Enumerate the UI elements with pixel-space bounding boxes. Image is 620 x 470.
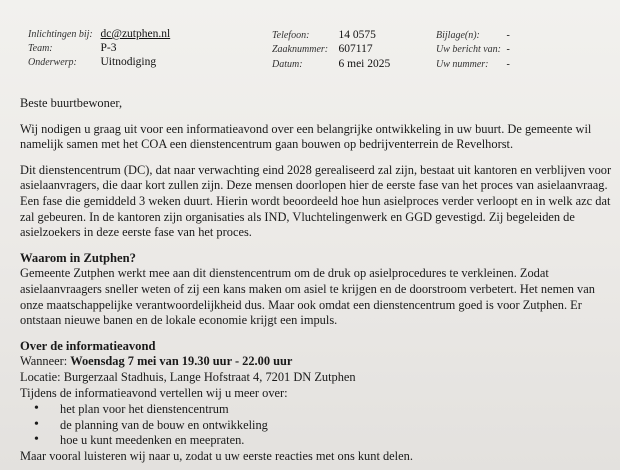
header-value: Uitnodiging [100, 56, 157, 68]
list-intro: Tijdens de informatieavond vertellen wij u meer over: [20, 385, 288, 400]
header-value: - [506, 59, 510, 70]
where-value: Burgerzaal Stadhuis, Lange Hofstraat 4, 7201 DN Zutphen [63, 369, 356, 384]
header-value: 14 0575 [338, 29, 376, 41]
header-row-inlichtingen [28, 27, 170, 42]
header-label: Telefoon: [272, 30, 310, 41]
header-label: Onderwerp: [28, 57, 77, 68]
intro-paragraph: Wij nodigen u graag uit voor een informatieavond over een belangrijke ontwikkeling in uw buurt. De gemeente wil namelijk samen met het COA een dienstencentrum gaan bouwen op bedrijventerrein de Revelhorst. [20, 121, 592, 152]
header-value: - [506, 44, 510, 55]
section-heading-event: Over de informatieavond [20, 338, 156, 353]
section-why [20, 251, 614, 329]
when-label: Wanneer: [20, 354, 68, 369]
header-label: Inlichtingen bij: [28, 29, 93, 40]
salutation: Beste buurtbewoner, [20, 96, 123, 110]
header-label: Zaaknummer: [272, 44, 329, 55]
dienstencentrum-paragraph: Dit dienstencentrum (DC), dat naar verwachting eind 2028 gerealiseerd zal zijn, bestaat uit kantoren en verblijven voor asielaanvragers, die daar kort zullen zijn. Deze mensen doorlopen hier de eerste fase van het proces van asielaanvraag. Een fase die gemiddeld 3 weken duurt. Hierin wordt beoordeeld hoe hun asielproces verder verloopt en in welk azc dat zal gebeuren. In de kantoren zijn organisaties als IND, Vluchtelingenwerk en GGD gevestigd. Zij begeleiden de asielzoekers in deze eerste fase van het proces. [20, 162, 612, 240]
header-row-telefoon [272, 28, 376, 43]
header-value: 607117 [338, 43, 373, 55]
header-label: Uw bericht van: [436, 44, 501, 55]
header-label: Team: [28, 43, 53, 54]
list-item: • de planning van de bouw en ontwikkeling [20, 418, 614, 434]
event-when [20, 354, 614, 370]
where-label: Locatie: [20, 369, 61, 384]
section-event [20, 339, 614, 465]
contact-email[interactable]: dc@zutphen.nl [100, 28, 171, 40]
letter-body [20, 96, 614, 464]
when-value: Woensdag 7 mei van 19.30 uur - 22.00 uur [70, 354, 293, 369]
header-row-uw-nummer [436, 58, 510, 72]
header-row-onderwerp [28, 55, 156, 70]
list-item: • het plan voor het dienstencentrum [20, 402, 614, 418]
why-paragraph: Gemeente Zutphen werkt mee aan dit dienstencentrum om de druk op asielprocedures te verkleinen. Zodat asielaanvraagers sneller weten of zij een kans maken om asiel te krijgen en de doorstroom verbetert. Het nemen van onze maatschappelijke verantwoordelijkheid dus. Maar ook omdat een dienstencentrum goed is voor Zutphen. Er ontstaan nieuwe banen en de lokale economie krijgt een impuls. [20, 266, 595, 328]
header-row-uw-bericht [436, 43, 510, 57]
header-row-zaaknummer [272, 42, 373, 57]
header-label: Uw nummer: [436, 59, 489, 70]
header-value: P-3 [100, 42, 117, 54]
header-row-datum [272, 57, 390, 72]
section-heading-why: Waarom in Zutphen? [20, 250, 136, 265]
header-value: - [506, 30, 510, 41]
closing-line: Maar vooral luisteren wij naar u, zodat u uw eerste reacties met ons kunt delen. [20, 448, 413, 463]
list-item: • hoe u kunt meedenken en meepraten. [20, 433, 614, 449]
topics-list [20, 402, 614, 449]
header-value: 6 mei 2025 [338, 58, 391, 70]
header-label: Datum: [272, 59, 303, 70]
header-row-team [28, 41, 116, 56]
event-where [20, 370, 614, 386]
header-row-bijlagen [436, 29, 510, 43]
header-label: Bijlage(n): [436, 30, 480, 41]
